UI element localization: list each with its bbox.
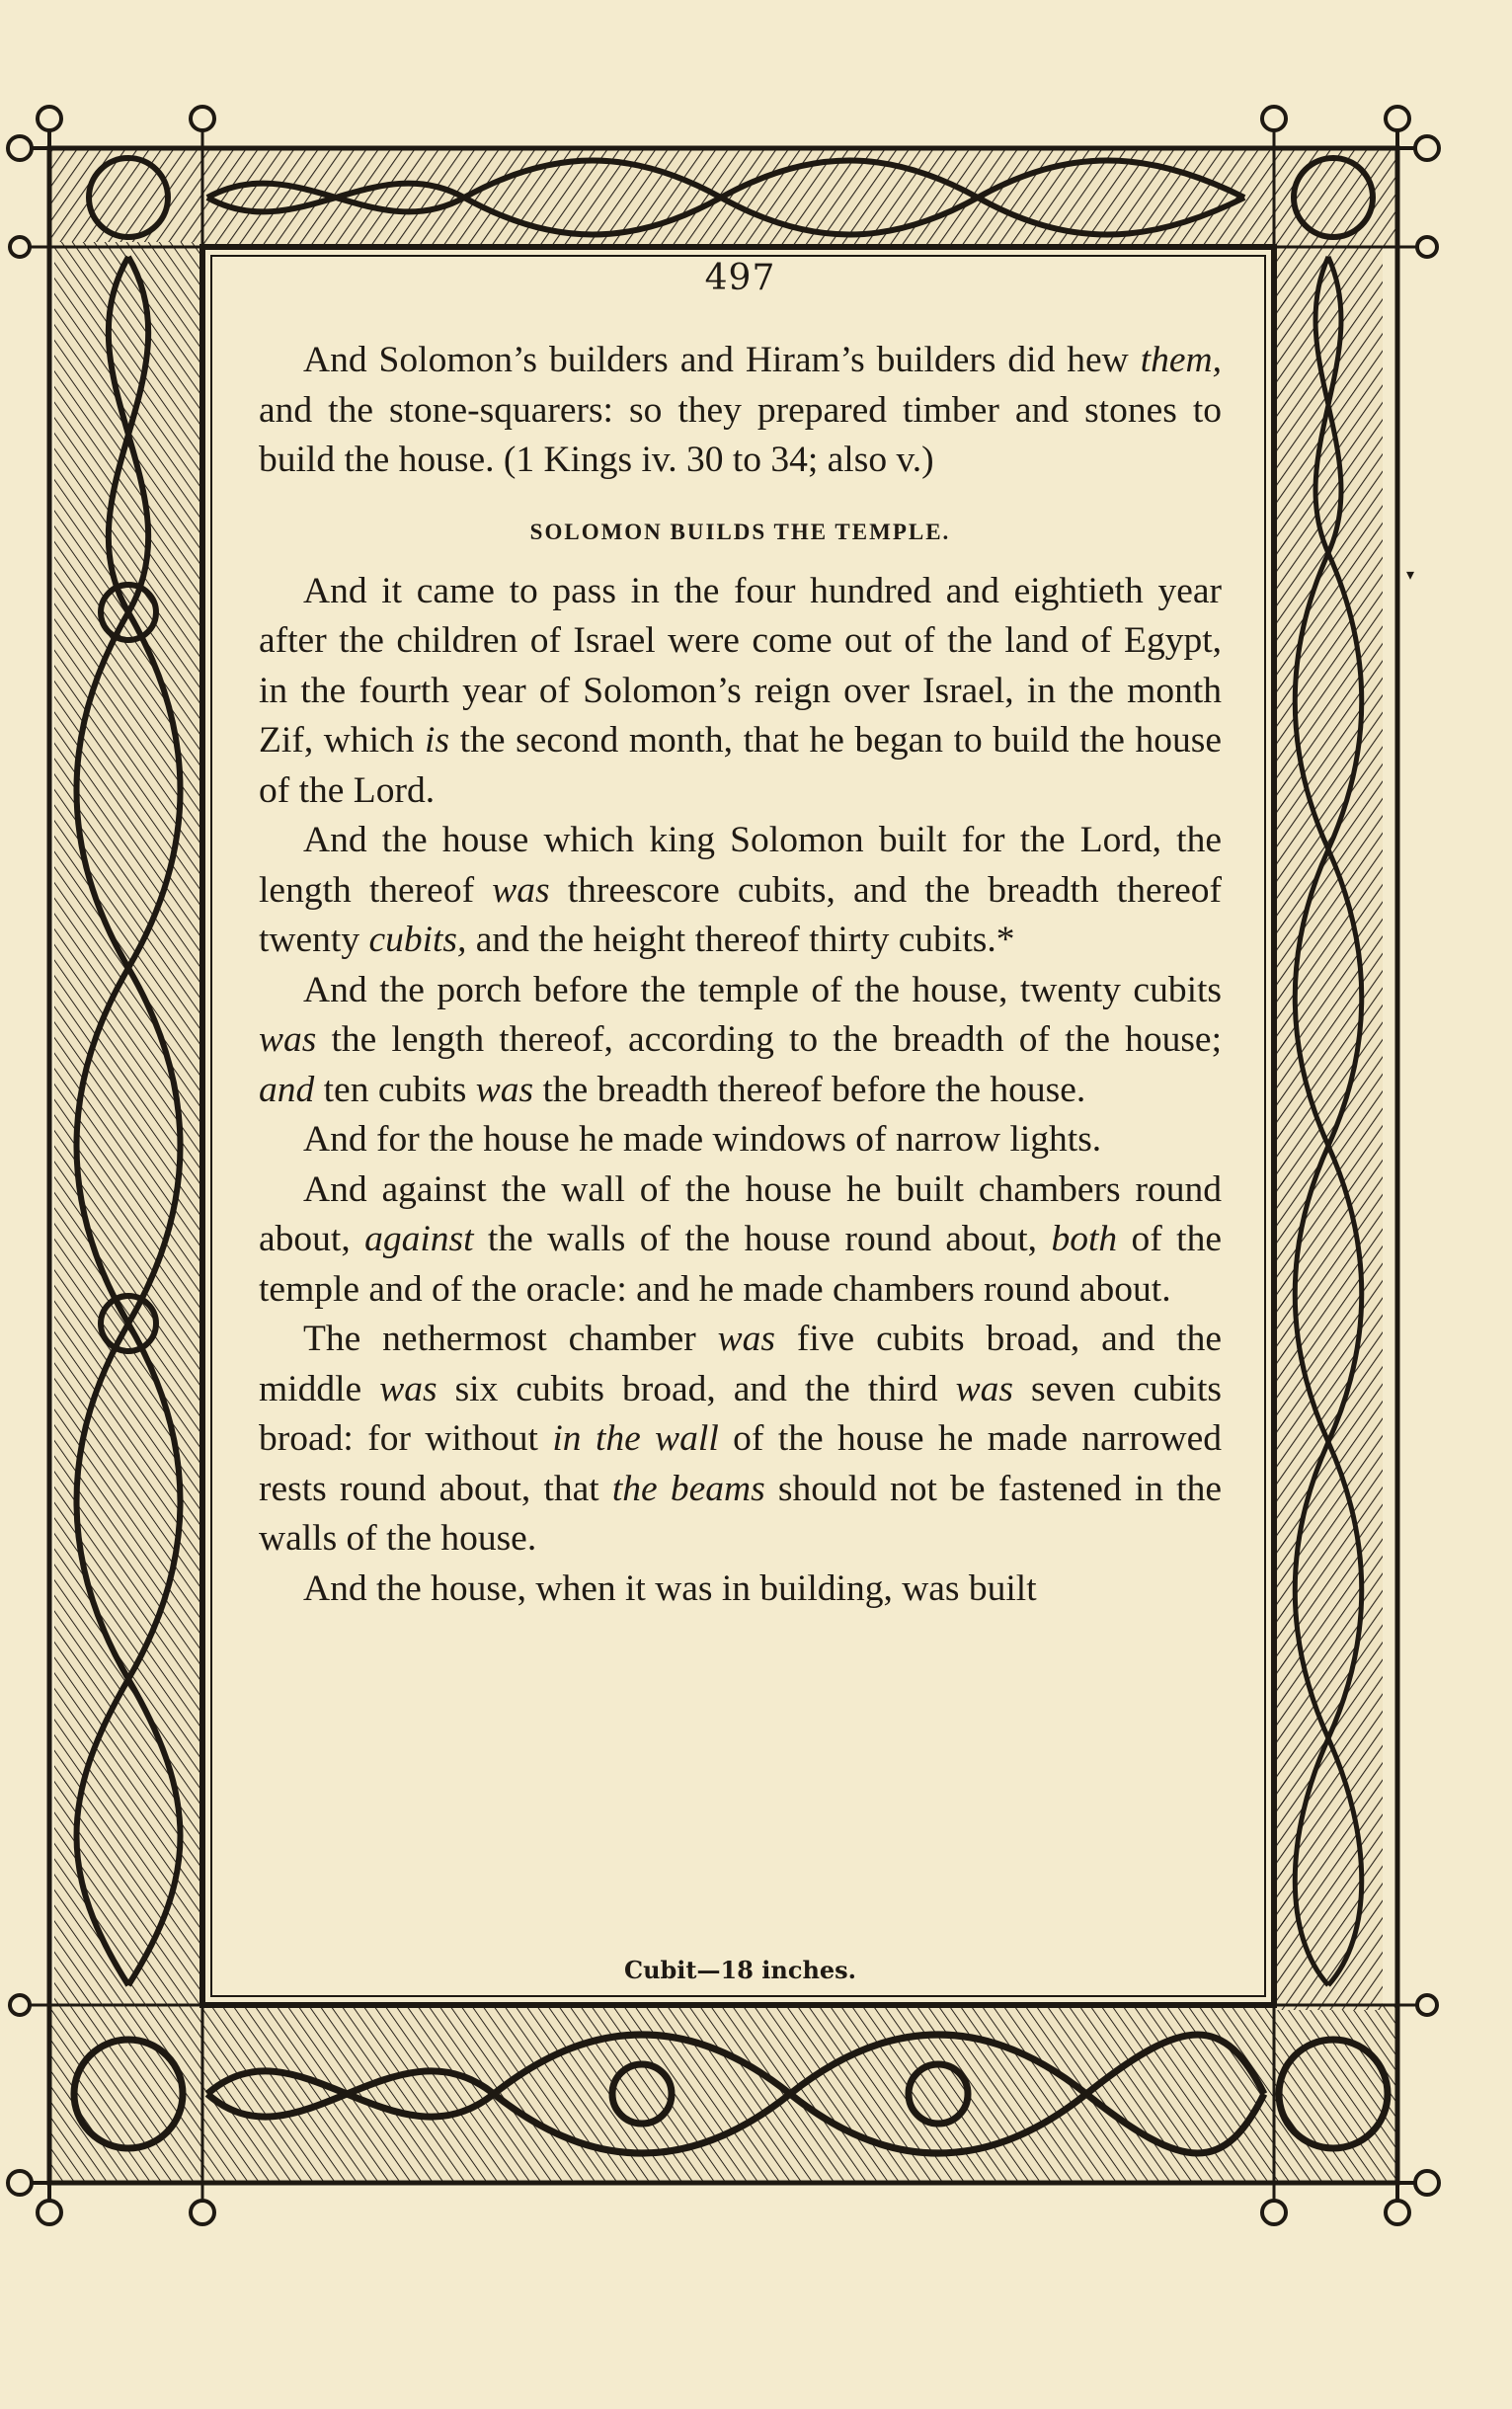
text-run: and the stone-squarers: so they prepared timber and stones to build the house. (1 Kings iv. 30 to 34; also v.) [259,389,1222,480]
text-run: the length thereof, according to the breadth of the house; [316,1019,1222,1060]
right-band [1274,242,1383,2010]
text-run: threescore cubits, and the breadth thereof twenty [259,869,1222,960]
italic-text: was [492,869,550,911]
text-run: And for the house he made windows of narrow lights. [303,1119,1102,1160]
italic-text: was [717,1319,776,1359]
text-run: the second month, that he began to build the house of the Lord. [259,720,1222,811]
text-run: And the house which king Solomon built for the Lord, the length thereof [259,820,1222,911]
italic-text: in the wall [552,1418,719,1459]
italic-text: is [425,720,450,761]
paragraph [259,1165,1222,1316]
italic-text: and [259,1069,315,1110]
text-run: ten cubits [314,1069,476,1110]
text-run: six cubits broad, and the third [437,1368,956,1409]
section-heading: SOLOMON BUILDS THE TEMPLE. [529,519,951,544]
text-run: And Solomon’s builders and Hiram’s builders did hew [303,340,1141,380]
paragraph [259,1565,1222,1615]
text-run: And the porch before the temple of the house, twenty cubits [303,969,1222,1010]
footnote: Cubit—18 inches. [623,1956,857,1984]
italic-text: cubits, [368,920,467,960]
body-text [259,336,1222,1614]
paragraph [259,816,1222,966]
text-run: And the house, when it was in building, was built [303,1567,1037,1609]
page-number: 497 [704,258,776,298]
italic-text: was [259,1019,317,1060]
paragraph [259,336,1222,486]
text-run: The nethermost chamber [303,1319,718,1359]
italic-text: the beams [611,1468,765,1509]
italic-text: was [475,1069,534,1110]
italic-text: against [364,1219,474,1259]
text-run: of the temple and of the oracle: and he made chambers round about. [259,1219,1222,1310]
text-run: of the house he made narrowed rests round about, that [259,1418,1222,1509]
text-run: And against the wall of the house he built chambers round about, [259,1168,1222,1259]
text-run: and the height thereof thirty cubits.* [466,920,1015,960]
paragraph [259,966,1222,1116]
text-run: And it came to pass in the four hundred and eightieth year after the children of Israel were come out of the land of Egypt, in the fourth year of Solomon’s reign over Israel, in the month Zif, which [259,570,1222,761]
text-run: the walls of the house round about, [473,1219,1052,1259]
italic-text: both [1051,1219,1118,1259]
text-run: should not be fastened in the walls of the house. [259,1468,1222,1559]
paragraph [259,1315,1222,1565]
paragraph [259,567,1222,817]
text-panel [259,252,1222,1990]
text-run: five cubits broad, and the middle [259,1319,1222,1409]
italic-text: them, [1140,340,1222,380]
text-run: the breadth thereof before the house. [533,1069,1086,1110]
margin-mark: ▾ [1406,565,1415,584]
text-run: seven cubits broad: for without [259,1368,1222,1459]
italic-text: was [955,1368,1013,1409]
paragraph [259,1115,1222,1165]
italic-text: was [379,1368,438,1409]
